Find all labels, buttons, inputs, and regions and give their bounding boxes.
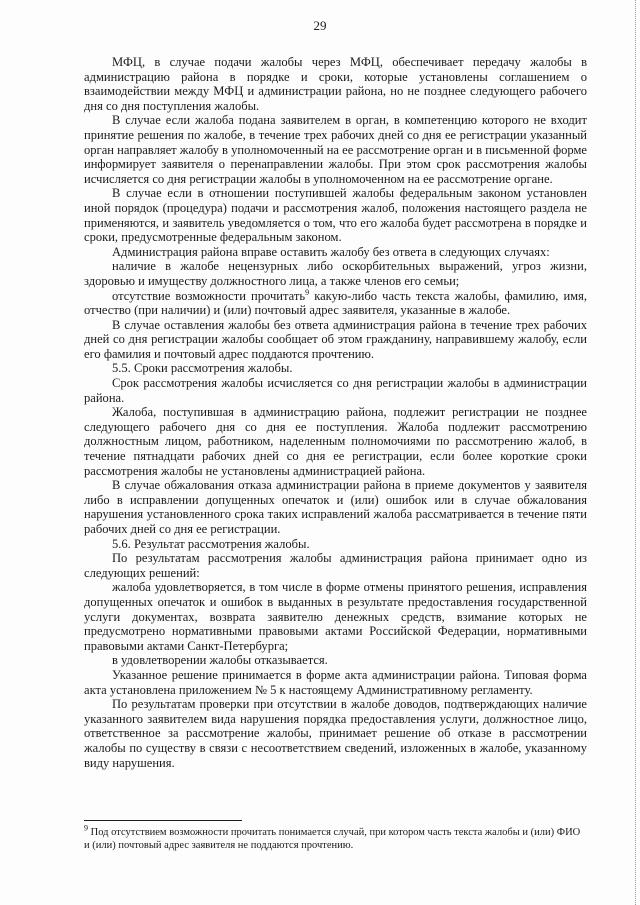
section-heading: 5.5. Сроки рассмотрения жалобы. [112, 361, 293, 376]
paragraph: По результатам рассмотрения жалобы администрация района принимает одно из следующих решений: [84, 551, 587, 580]
paragraph-text: какую-либо часть текста жалобы, фамилию, имя, отчество (при наличии) и (или) почтовый адрес заявителя, указанные в жалобе. [84, 288, 588, 318]
footnote [84, 823, 587, 852]
paragraph: Указанное решение принимается в форме акта администрации района. Типовая форма акта установлена приложением № 5 к настоящему Административному регламенту. [84, 667, 587, 697]
footnote-separator [84, 820, 242, 821]
paragraph: жалоба удовлетворяется, в том числе в форме отмены принятого решения, исправления допущенных опечаток и ошибок в выданных в результате предоставления государственной услуги документах, возврата заявителю денежных средств, взимание которых не предусмотрено нормативными правовыми актами Российской Федерации, нормативными правовыми актами Санкт-Петербурга; [84, 580, 587, 653]
paragraph: В случае обжалования отказа администрации района в приеме документов у заявителя либо в исправлении допущенных опечаток и (или) ошибок или в случае обжалования нарушения установленного срока таких исправлений жалоба рассматривается в течение пяти рабочих дней со дня ее регистрации. [84, 478, 587, 536]
paragraph: Срок рассмотрения жалобы исчисляется со дня регистрации жалобы в администрации района. [84, 376, 587, 405]
paragraph: В случае оставления жалобы без ответа администрация района в течение трех рабочих дней со дня регистрации жалобы сообщает об этом гражданину, направившему жалобу, если его фамилия и почтовый адрес поддаются прочтению. [84, 317, 587, 361]
page-number: 29 [313, 18, 327, 33]
paragraph: В случае если в отношении поступившей жалобы федеральным законом установлен иной порядок (процедура) подачи и рассмотрения жалоб, положения настоящего раздела не применяются, и заявитель уведомляется о том, что его жалоба будет рассмотрена в порядке и сроки, предусмотренные федеральным законом. [84, 186, 587, 245]
paragraph: По результатам проверки при отсутствии в жалобе доводов, подтверждающих наличие указанного заявителем вида нарушения порядка предоставления услуги, должностное лицо, ответственное за рассмотрение жалобы, принимает решение об отказе в рассмотрении жалобы по существу в связи с несоответствием сведений, изложенных в жалобе, указанному виду нарушения. [84, 697, 587, 770]
paragraph-text: отсутствие возможности прочитать [112, 288, 306, 303]
paragraph: МФЦ, в случае подачи жалобы через МФЦ, обеспечивает передачу жалобы в администрацию района в порядке и сроки, которые установлены соглашением о взаимодействии между МФЦ и администрации района, но не позднее следующего рабочего дня со дня поступления жалобы. [84, 55, 587, 113]
paragraph: в удовлетворении жалобы отказывается. [112, 653, 328, 668]
paragraph-with-footnote-ref [84, 289, 587, 318]
footnote-reference[interactable]: 9 [305, 287, 310, 297]
paragraph: наличие в жалобе нецензурных либо оскорбительных выражений, угроз жизни, здоровью и имуществу должностного лица, а также членов его семьи; [84, 259, 587, 288]
footnote-mark: 9 [84, 823, 88, 833]
paragraph: В случае если жалоба подана заявителем в орган, в компетенцию которого не входит принятие решения по жалобе, в течение трех рабочих дней со дня ее регистрации указанный орган направляет жалобу в уполномоченный на ее рассмотрение орган и в письменной форме информирует заявителя о перенаправлении жалобы. При этом срок рассмотрения жалобы исчисляется со дня регистрации жалобы в уполномоченном на ее рассмотрение органе. [84, 113, 587, 186]
section-heading: 5.6. Результат рассмотрения жалобы. [112, 536, 310, 551]
paragraph: Администрация района вправе оставить жалобу без ответа в следующих случаях: [112, 244, 550, 259]
body-text [84, 55, 587, 770]
paragraph: Жалоба, поступившая в администрацию района, подлежит регистрации не позднее следующего рабочего дня со дня ее поступления. Жалоба подлежит рассмотрению должностным лицом, работником, наделенным полномочиями по рассмотрению жалоб, в течение пятнадцати рабочих дней со дня ее регистрации, если более короткие сроки рассмотрения жалобы не установлены администрацией района. [84, 405, 587, 478]
footnote-text: Под отсутствием возможности прочитать понимается случай, при котором часть текста жалобы и (или) ФИО и (или) почтовый адрес заявителя не поддаются прочтению. [84, 827, 581, 851]
